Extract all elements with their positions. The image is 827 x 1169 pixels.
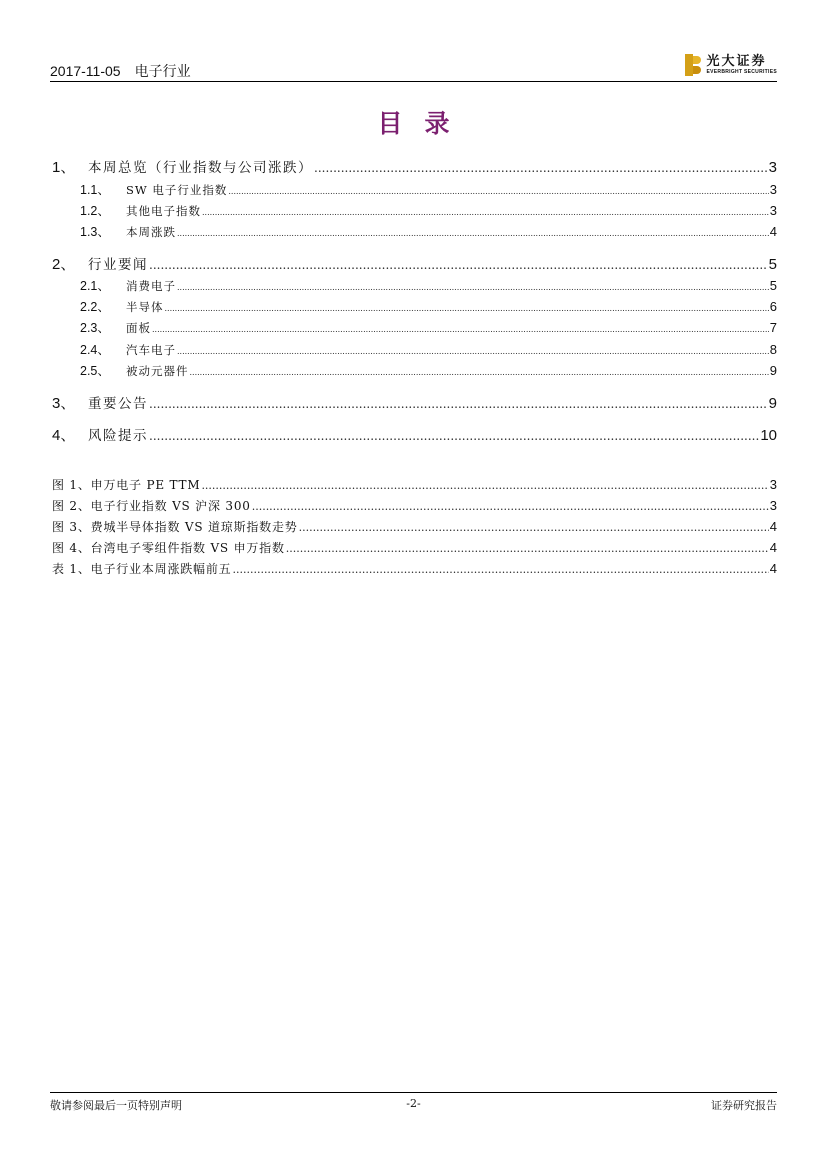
toc-page: 3 <box>769 182 777 197</box>
toc-number: 2.3、 <box>80 321 110 335</box>
figure-page: 4 <box>769 561 777 576</box>
toc-entry[interactable] <box>80 361 777 379</box>
header-date: 2017-11-05 <box>50 63 121 79</box>
figure-list-entry[interactable] <box>52 518 777 535</box>
figure-list-entry[interactable] <box>52 497 777 514</box>
toc-leader <box>165 304 769 313</box>
toc-page: 3 <box>769 203 777 218</box>
toc-entry[interactable] <box>52 392 777 413</box>
figure-page: 3 <box>769 498 777 513</box>
toc-label: 被动元器件 <box>126 364 189 378</box>
page-header <box>50 54 777 82</box>
toc-leader <box>149 258 768 272</box>
toc-leader <box>202 208 769 217</box>
toc-entry[interactable] <box>80 276 777 294</box>
toc-number: 2.1、 <box>80 279 110 293</box>
toc-leader <box>299 521 769 534</box>
figure-prefix: 图 3、 <box>52 520 91 534</box>
toc-number: 1、 <box>52 159 76 176</box>
figure-prefix: 图 4、 <box>52 541 91 555</box>
toc-entry[interactable] <box>52 156 777 177</box>
toc-leader <box>149 429 759 443</box>
footer-report-type: 证券研究报告 <box>711 1099 777 1112</box>
toc-number: 1.3、 <box>80 225 110 239</box>
toc-page: 4 <box>769 224 777 239</box>
toc-page: 5 <box>769 278 777 293</box>
figure-page: 4 <box>769 519 777 534</box>
toc-label: 消费电子 <box>126 279 176 293</box>
toc-leader <box>177 283 769 292</box>
logo-en: EVERBRIGHT SECURITIES <box>706 69 777 75</box>
toc-page: 6 <box>769 299 777 314</box>
toc-entry[interactable] <box>80 222 777 240</box>
toc-label: 面板 <box>126 321 151 335</box>
figure-list-entry[interactable] <box>52 560 777 577</box>
toc-number: 2.5、 <box>80 364 110 378</box>
toc-number: 2.4、 <box>80 343 110 357</box>
toc-label: 半导体 <box>126 300 164 314</box>
figure-label: 台湾电子零组件指数 VS 申万指数 <box>90 541 285 555</box>
toc-page: 9 <box>769 363 777 378</box>
toc-number: 2、 <box>52 256 76 273</box>
toc-entry[interactable] <box>52 253 777 274</box>
toc-entry[interactable] <box>80 201 777 219</box>
toc-number: 3、 <box>52 395 76 412</box>
toc-entry[interactable] <box>80 297 777 315</box>
everbright-logo <box>685 54 777 80</box>
toc-leader <box>201 479 768 492</box>
toc-leader <box>177 347 769 356</box>
figure-page: 3 <box>769 477 777 492</box>
toc-entry[interactable] <box>80 340 777 358</box>
toc-number: 2.2、 <box>80 300 110 314</box>
toc-leader <box>232 563 768 576</box>
toc-page: 3 <box>768 159 777 176</box>
toc-leader <box>314 161 768 175</box>
figure-label: 申万电子 PE TTM <box>90 478 201 492</box>
toc-label: 风险提示 <box>88 428 148 444</box>
figure-prefix: 图 2、 <box>52 499 91 513</box>
footer-rule <box>50 1092 777 1093</box>
toc-label: 本周总览（行业指数与公司涨跌） <box>88 160 313 176</box>
footer-disclaimer: 敬请参阅最后一页特别声明 <box>50 1099 182 1112</box>
toc-leader <box>286 542 769 555</box>
figure-list-entry[interactable] <box>52 476 777 493</box>
toc-leader <box>228 187 768 196</box>
toc-page: 8 <box>769 342 777 357</box>
toc-page: 9 <box>768 395 777 412</box>
toc-label: 行业要闻 <box>88 257 148 273</box>
logo-mark-icon <box>685 54 701 76</box>
toc-page: 5 <box>768 256 777 273</box>
header-rule <box>50 81 777 82</box>
toc-label: 重要公告 <box>88 396 148 412</box>
toc-entry[interactable] <box>52 424 777 445</box>
page-title: 目录 <box>377 109 472 138</box>
header-text <box>50 61 191 81</box>
toc-leader <box>190 368 769 377</box>
toc-leader <box>149 397 768 411</box>
toc-label: SW 电子行业指数 <box>126 183 228 197</box>
figure-prefix: 图 1、 <box>52 478 91 492</box>
toc-label: 汽车电子 <box>126 343 176 357</box>
header-industry: 电子行业 <box>134 63 191 79</box>
logo-cn: 光大证券 <box>706 54 767 69</box>
page-number: -2- <box>406 1097 421 1110</box>
figure-label: 电子行业本周涨跌幅前五 <box>90 562 232 576</box>
toc-page: 10 <box>760 427 777 444</box>
toc-entry[interactable] <box>80 318 777 336</box>
toc-leader <box>152 325 769 334</box>
toc-number: 4、 <box>52 427 76 444</box>
toc-page: 7 <box>769 320 777 335</box>
figure-label: 电子行业指数 VS 沪深 300 <box>90 499 251 513</box>
figure-label: 费城半导体指数 VS 道琼斯指数走势 <box>90 520 298 534</box>
toc-number: 1.1、 <box>80 183 110 197</box>
figure-prefix: 表 1、 <box>52 562 91 576</box>
toc-entry[interactable] <box>80 180 777 198</box>
toc-number: 1.2、 <box>80 204 110 218</box>
toc-leader <box>252 500 769 513</box>
toc-label: 其他电子指数 <box>126 204 201 218</box>
figure-page: 4 <box>769 540 777 555</box>
toc-leader <box>177 229 769 238</box>
figure-list-entry[interactable] <box>52 539 777 556</box>
toc-label: 本周涨跌 <box>126 225 176 239</box>
